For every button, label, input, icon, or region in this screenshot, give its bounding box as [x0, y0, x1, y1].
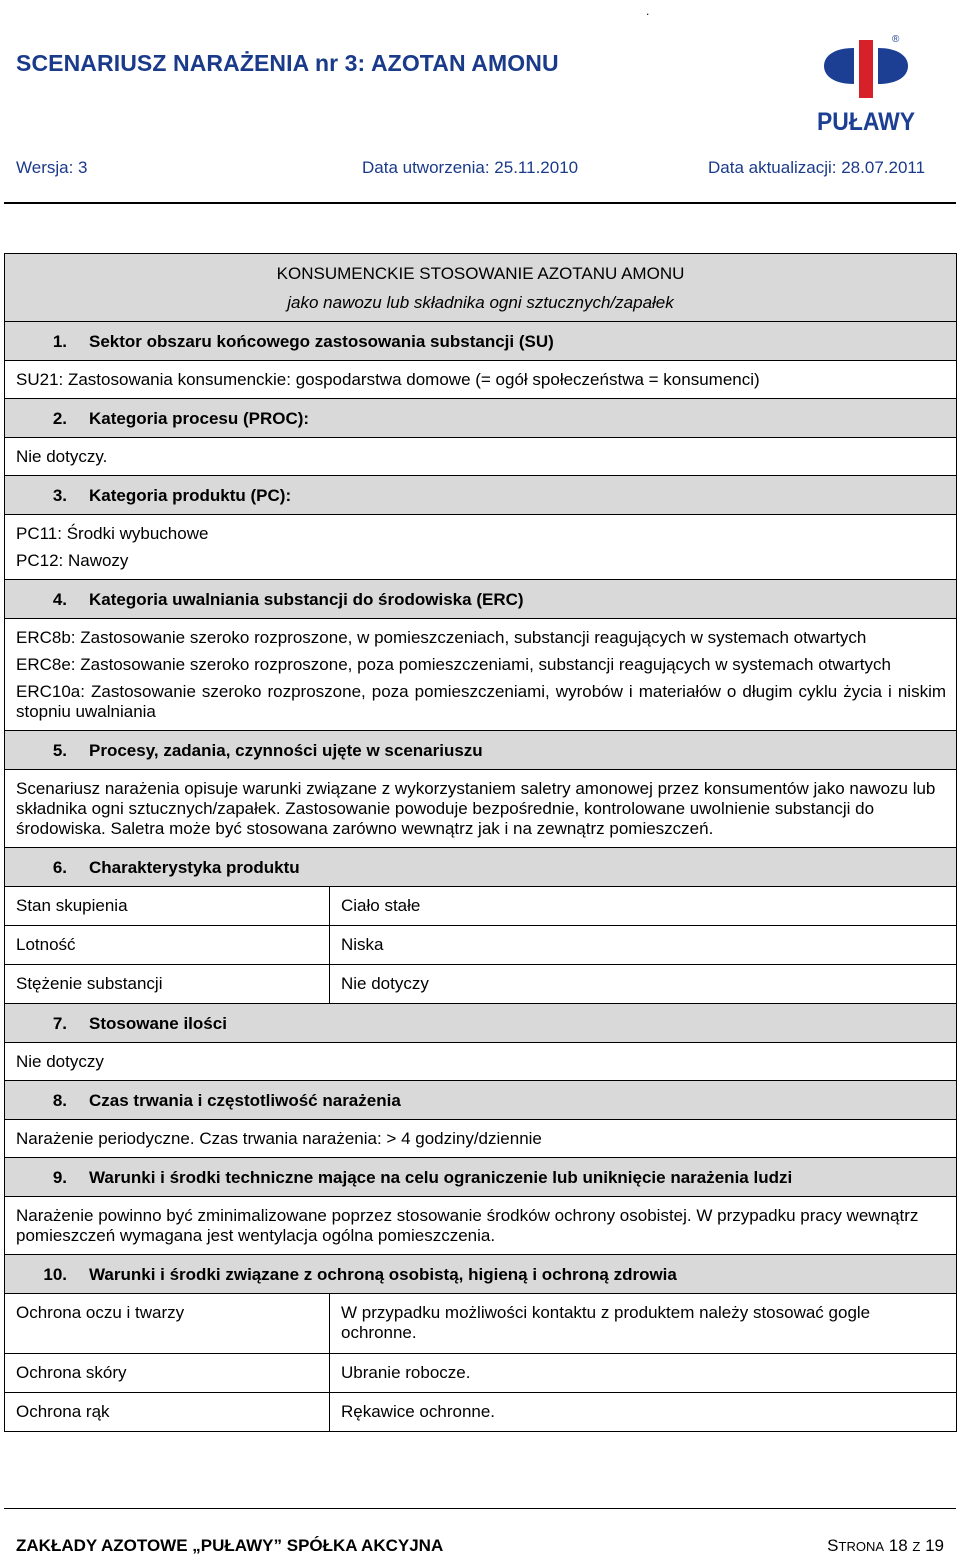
section-10-header: 10. Warunki i środki związane z ochroną osobistą, higieną i ochroną zdrowia — [5, 1255, 957, 1294]
created-date: Data utworzenia: 25.11.2010 — [362, 158, 579, 177]
scenario-title-cell — [5, 254, 957, 322]
protection-value: Rękawice ochronne. — [330, 1393, 957, 1432]
product-value: Nie dotyczy — [330, 965, 957, 1004]
footer-page-number: STRONA 18 Z 19 — [827, 1536, 944, 1555]
section-1-body — [5, 361, 957, 399]
section-7-header: 7. Stosowane ilości — [5, 1004, 957, 1043]
process-text: Scenariusz narażenia opisuje warunki związane z wykorzystaniem saletry amonowej przez konsumentów jako nawozu lub składnika ogni sztucznych/zapałek. Zastosowanie powoduje bezpośrednie, kontrolowane uwolnienie substancji do środowiska. Saletra może być stosowana zarówno wewnątrz jak i na zewnątrz pomieszczeń. — [16, 779, 936, 838]
section-3-header: 3. Kategoria produktu (PC): — [5, 476, 957, 515]
product-value: Ciało stałe — [330, 887, 957, 926]
section-3-body — [5, 515, 957, 580]
section-2-body — [5, 438, 957, 476]
section-5-body — [5, 770, 957, 848]
version: Wersja: 3 — [16, 158, 88, 177]
updated-date: Data aktualizacji: 28.07.2011 — [708, 158, 926, 177]
erc-item: ERC8b: Zastosowanie szeroko rozproszone, w pomieszczeniach, substancji reagujących w systemach otwartych — [16, 628, 867, 647]
protection-label: Ochrona skóry — [5, 1354, 330, 1393]
proc-text: Nie dotyczy. — [16, 447, 108, 466]
pc-item: PC12: Nawozy — [16, 551, 129, 570]
footer-company: ZAKŁADY AZOTOWE „PUŁAWY” SPÓŁKA AKCYJNA — [16, 1536, 444, 1555]
registered-mark: ® — [892, 34, 900, 45]
scenario-table — [4, 253, 957, 1432]
scenario-title: KONSUMENCKIE STOSOWANIE AZOTANU AMONU — [276, 264, 685, 283]
protection-label: Ochrona oczu i twarzy — [5, 1294, 330, 1354]
scenario-subtitle: jako nawozu lub składnika ogni sztucznych/zapałek — [287, 293, 674, 312]
section-6-header: 6. Charakterystyka produktu — [5, 848, 957, 887]
header-rule — [4, 202, 956, 204]
section-4-header: 4. Kategoria uwalniania substancji do środowiska (ERC) — [5, 580, 957, 619]
amount-text: Nie dotyczy — [16, 1052, 104, 1071]
product-label: Stężenie substancji — [5, 965, 330, 1004]
top-dot: . — [646, 4, 650, 18]
protection-value: W przypadku możliwości kontaktu z produktem należy stosować gogle ochronne. — [330, 1294, 957, 1354]
su-text: SU21: Zastosowania konsumenckie: gospodarstwa domowe (= ogół społeczeństwa = konsumenci) — [16, 370, 760, 389]
section-9-body — [5, 1197, 957, 1255]
section-5-header: 5. Procesy, zadania, czynności ujęte w scenariuszu — [5, 731, 957, 770]
protection-label: Ochrona rąk — [5, 1393, 330, 1432]
erc-item: ERC10a: Zastosowanie szeroko rozproszone, poza pomieszczeniami, wyrobów i materiałów o długim cyklu życia i niskim stopniu uwalniania — [16, 682, 947, 721]
section-9-header: 9. Warunki i środki techniczne mające na celu ograniczenie lub uniknięcie narażenia ludzi — [5, 1158, 957, 1197]
section-7-body — [5, 1043, 957, 1081]
section-4-body — [5, 619, 957, 731]
pc-item: PC11: Środki wybuchowe — [16, 524, 209, 543]
section-1-header: 1. Sektor obszaru końcowego zastosowania substancji (SU) — [5, 322, 957, 361]
section-8-header: 8. Czas trwania i częstotliwość narażenia — [5, 1081, 957, 1120]
duration-text: Narażenie periodyczne. Czas trwania narażenia: > 4 godziny/dziennie — [16, 1129, 542, 1148]
logo-text: PUŁAWY — [817, 108, 916, 134]
pulawy-logo — [814, 30, 918, 134]
technical-text: Narażenie powinno być zminimalizowane poprzez stosowanie środków ochrony osobistej. W przypadku pracy wewnątrz pomieszczeń wymagana jest wentylacja ogólna pomieszczenia. — [16, 1206, 919, 1245]
document-title: SCENARIUSZ NARAŻENIA nr 3: AZOTAN AMONU — [16, 50, 559, 76]
product-value: Niska — [330, 926, 957, 965]
product-label: Lotność — [5, 926, 330, 965]
protection-value: Ubranie robocze. — [330, 1354, 957, 1393]
section-2-header: 2. Kategoria procesu (PROC): — [5, 399, 957, 438]
product-label: Stan skupienia — [5, 887, 330, 926]
erc-item: ERC8e: Zastosowanie szeroko rozproszone, poza pomieszczeniami, substancji reagujących w systemach otwartych — [16, 655, 891, 674]
section-8-body — [5, 1120, 957, 1158]
footer-rule — [4, 1508, 956, 1509]
